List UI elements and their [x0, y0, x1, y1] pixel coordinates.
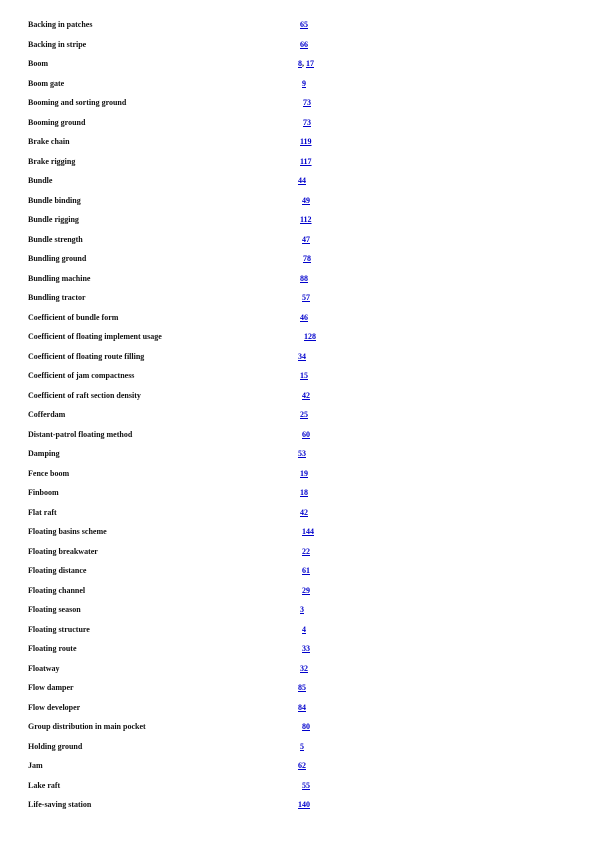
index-entry	[0, 35, 595, 55]
index-entry	[0, 737, 595, 757]
page-link[interactable]: 33	[302, 644, 310, 653]
index-term: Brake chain	[28, 137, 70, 146]
page-references	[300, 464, 308, 484]
page-references	[302, 561, 310, 581]
page-link[interactable]: 73	[303, 117, 311, 127]
page-link[interactable]: 53	[298, 449, 306, 458]
page-link[interactable]: 34	[298, 351, 306, 361]
index-term: Booming ground	[28, 117, 86, 127]
page-references	[300, 132, 312, 152]
index-term: Bundle strength	[28, 234, 83, 244]
index-entry	[0, 581, 595, 601]
index-list	[0, 15, 595, 815]
index-entry	[0, 113, 595, 133]
index-entry	[0, 620, 595, 640]
index-term: Floating basins scheme	[28, 527, 107, 536]
index-term: Coefficient of raft section density	[28, 390, 141, 400]
index-entry	[0, 600, 595, 620]
index-entry	[0, 756, 595, 776]
page-references	[300, 35, 308, 55]
index-term: Coefficient of floating implement usage	[28, 332, 162, 341]
index-term: Life-saving station	[28, 800, 92, 809]
index-term: Boom	[28, 59, 48, 68]
index-term: Floating channel	[28, 585, 86, 595]
page-link[interactable]: 5	[300, 741, 304, 751]
page-link[interactable]: 80	[302, 722, 310, 731]
page-references	[300, 15, 308, 35]
index-entry	[0, 288, 595, 308]
index-term: Brake rigging	[28, 156, 76, 166]
index-entry	[0, 210, 595, 230]
page-references	[298, 795, 310, 815]
page-references	[298, 678, 306, 698]
page-link[interactable]: 42	[300, 507, 308, 517]
page-references	[300, 152, 312, 172]
index-entry	[0, 561, 595, 581]
index-term: Finboom	[28, 488, 59, 497]
index-entry	[0, 483, 595, 503]
page-link[interactable]: 3	[300, 605, 304, 614]
page-references	[298, 347, 306, 367]
page-link[interactable]: 29	[302, 585, 310, 595]
index-term: Holding ground	[28, 741, 83, 751]
page-link[interactable]: 73	[303, 98, 311, 107]
page-link[interactable]: 140	[298, 800, 310, 809]
index-term: Flat raft	[28, 507, 57, 517]
page-link[interactable]: 18	[300, 488, 308, 497]
index-entry	[0, 249, 595, 269]
page-link[interactable]: 144	[302, 527, 314, 536]
page-references	[298, 54, 314, 74]
index-entry	[0, 308, 595, 328]
page-references	[300, 737, 304, 757]
index-entry	[0, 132, 595, 152]
index-entry	[0, 503, 595, 523]
index-term: Coefficient of floating route filling	[28, 351, 145, 361]
index-term: Cofferdam	[28, 410, 66, 419]
page-link[interactable]: 57	[302, 293, 310, 302]
page-link[interactable]: 88	[300, 273, 308, 283]
index-term: Floating breakwater	[28, 546, 98, 556]
page-references	[302, 639, 310, 659]
page-link[interactable]: 84	[298, 702, 306, 712]
index-term: Coefficient of bundle form	[28, 312, 119, 322]
index-term: Bundling tractor	[28, 293, 86, 302]
page-separator: ,	[302, 59, 306, 68]
index-entry	[0, 425, 595, 445]
page-link[interactable]: 55	[302, 780, 310, 790]
index-entry	[0, 795, 595, 815]
page-link[interactable]: 46	[300, 312, 308, 322]
page-references	[302, 230, 310, 250]
index-term: Floating distance	[28, 566, 87, 575]
index-entry	[0, 444, 595, 464]
index-term: Lake raft	[28, 780, 61, 790]
index-term: Boom gate	[28, 78, 65, 88]
page-link[interactable]: 25	[300, 410, 308, 419]
page-references	[300, 600, 304, 620]
page-link[interactable]: 44	[298, 176, 306, 185]
page-link[interactable]: 32	[300, 663, 308, 673]
page-link[interactable]: 47	[302, 234, 310, 244]
page-references	[300, 405, 308, 425]
index-entry	[0, 171, 595, 191]
index-entry	[0, 639, 595, 659]
index-entry	[0, 93, 595, 113]
index-term: Backing in patches	[28, 20, 93, 29]
page-link[interactable]: 19	[300, 468, 308, 478]
index-entry	[0, 74, 595, 94]
index-term: Bundle	[28, 176, 53, 185]
page-link[interactable]: 17	[306, 59, 314, 68]
page-link[interactable]: 85	[298, 683, 306, 692]
index-entry	[0, 347, 595, 367]
index-term: Floating route	[28, 644, 77, 653]
page-references	[302, 522, 314, 542]
page-references	[302, 386, 310, 406]
page-link[interactable]: 112	[300, 215, 312, 224]
index-term: Bundle rigging	[28, 215, 79, 224]
page-references	[302, 425, 310, 445]
page-link[interactable]: 61	[302, 566, 310, 575]
page-references	[300, 269, 308, 289]
index-term: Bundle binding	[28, 195, 81, 205]
index-term: Fence boom	[28, 468, 70, 478]
index-entry	[0, 776, 595, 796]
index-term: Coefficient of jam compactness	[28, 371, 135, 380]
index-term: Booming and sorting ground	[28, 98, 127, 107]
page-references	[302, 542, 310, 562]
page-link[interactable]: 8	[298, 59, 302, 68]
page-references	[302, 581, 310, 601]
index-entry	[0, 678, 595, 698]
page-link[interactable]: 60	[302, 429, 310, 439]
index-entry	[0, 230, 595, 250]
index-term: Jam	[28, 761, 43, 770]
index-entry	[0, 191, 595, 211]
index-entry	[0, 54, 595, 74]
page-link[interactable]: 15	[300, 371, 308, 380]
index-entry	[0, 269, 595, 289]
page-link[interactable]: 62	[298, 761, 306, 770]
index-entry	[0, 366, 595, 386]
index-entry	[0, 152, 595, 172]
page-link[interactable]: 65	[300, 20, 308, 29]
page-link[interactable]: 4	[302, 624, 306, 634]
page-references	[303, 249, 311, 269]
page-references	[300, 366, 308, 386]
page-link[interactable]: 42	[302, 390, 310, 400]
page-link[interactable]: 117	[300, 156, 312, 166]
index-term: Floating structure	[28, 624, 90, 634]
page-references	[300, 659, 308, 679]
index-term: Flow damper	[28, 683, 74, 692]
index-entry	[0, 327, 595, 347]
index-entry	[0, 717, 595, 737]
index-term: Floatway	[28, 663, 60, 673]
page-references	[302, 191, 310, 211]
index-entry	[0, 522, 595, 542]
index-entry	[0, 15, 595, 35]
page-references	[300, 503, 308, 523]
page-link[interactable]: 128	[304, 332, 316, 341]
page-references	[300, 308, 308, 328]
index-term: Group distribution in main pocket	[28, 722, 146, 731]
index-term: Bundling machine	[28, 273, 91, 283]
index-entry	[0, 698, 595, 718]
index-entry	[0, 464, 595, 484]
page-references	[298, 444, 306, 464]
index-term: Distant-patrol floating method	[28, 429, 133, 439]
page-references	[304, 327, 316, 347]
page-references	[303, 93, 311, 113]
page-link[interactable]: 22	[302, 546, 310, 556]
page-references	[300, 210, 312, 230]
page-link[interactable]: 66	[300, 39, 308, 49]
index-term: Backing in stripe	[28, 39, 87, 49]
page-link[interactable]: 119	[300, 137, 312, 146]
index-entry	[0, 386, 595, 406]
page-link[interactable]: 78	[303, 254, 311, 263]
page-references	[302, 288, 310, 308]
page-references	[298, 756, 306, 776]
index-term: Floating season	[28, 605, 81, 614]
index-entry	[0, 542, 595, 562]
page-references	[302, 620, 306, 640]
page-references	[298, 171, 306, 191]
index-term: Flow developer	[28, 702, 81, 712]
index-entry	[0, 405, 595, 425]
page-references	[302, 74, 306, 94]
page-references	[300, 483, 308, 503]
page-references	[303, 113, 311, 133]
index-term: Bundling ground	[28, 254, 87, 263]
page-link[interactable]: 49	[302, 195, 310, 205]
page-link[interactable]: 9	[302, 78, 306, 88]
page-references	[298, 698, 306, 718]
page-references	[302, 717, 310, 737]
index-entry	[0, 659, 595, 679]
index-term: Damping	[28, 449, 60, 458]
page-references	[302, 776, 310, 796]
